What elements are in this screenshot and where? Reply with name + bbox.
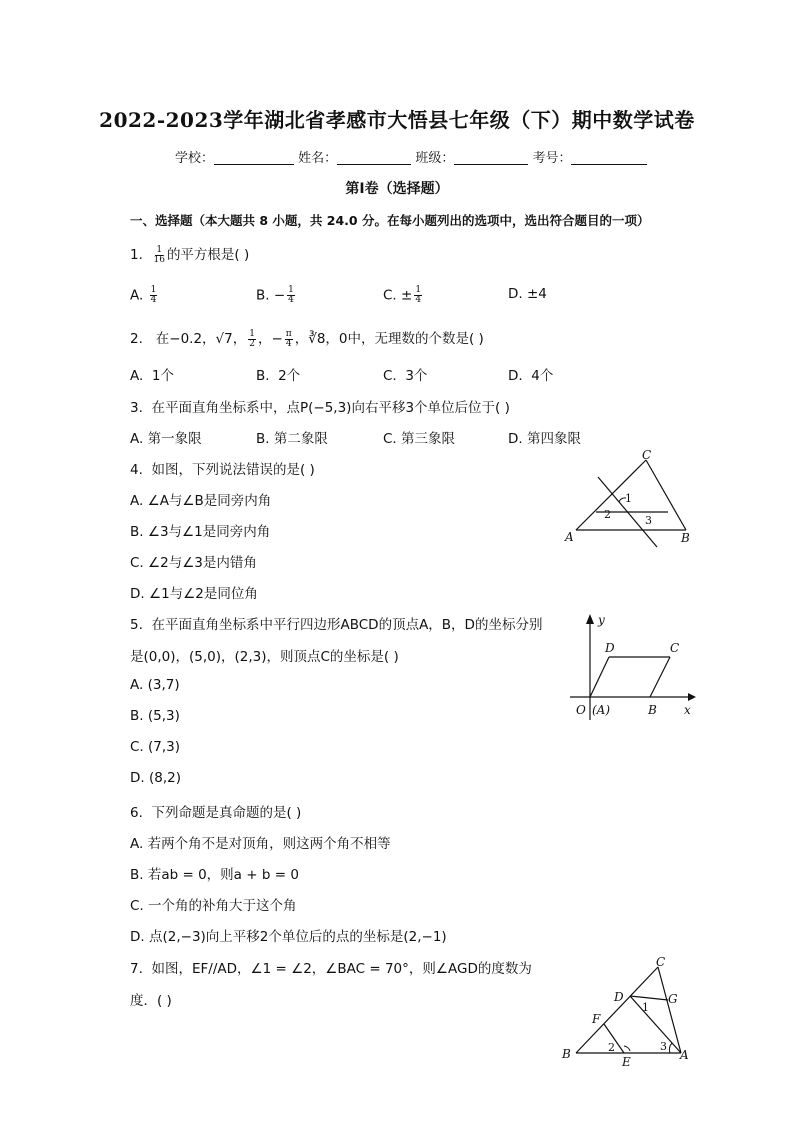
class-label: 班级： — [415, 151, 455, 166]
q4-option-d[interactable]: D. ∠1与∠2是同位角 — [130, 586, 258, 602]
question-number: 3. — [130, 400, 143, 416]
q4-option-a[interactable]: A. ∠A与∠B是同旁内角 — [130, 493, 272, 509]
school-blank[interactable] — [214, 151, 294, 165]
question-stem: 的平方根是( ) — [166, 247, 250, 263]
point-d-label: D — [614, 990, 624, 1004]
q5-parallelogram-figure — [562, 610, 702, 728]
q2-option-c[interactable]: C. 3个 — [383, 368, 428, 384]
q5-option-b[interactable]: B. (5,3) — [130, 708, 180, 724]
name-blank[interactable] — [337, 151, 411, 165]
q3-option-b[interactable]: B. 第二象限 — [256, 431, 328, 447]
angle-3-label: 3 — [660, 1040, 667, 1053]
angle-2-label: 2 — [604, 508, 611, 521]
vertex-b-label: B — [648, 703, 657, 717]
question-number: 1. — [130, 247, 143, 263]
q1-option-d[interactable]: D. ±4 — [508, 286, 547, 302]
q6-option-d[interactable]: D. 点(2,−3)向上平移2个单位后的点的坐标是(2,−1) — [130, 929, 447, 945]
q3-option-d[interactable]: D. 第四象限 — [508, 431, 581, 447]
fraction: $\frac{\pi}{4}$ — [285, 328, 292, 349]
exam-number-label: 考号： — [532, 151, 572, 166]
question-2: 2. 在−0.2，√7， $\frac{1}{2}$ ，− $\frac{\pi}{4}$ ，∛8，0中，无理数的个数是( ) — [130, 328, 484, 349]
vertex-a-label: A — [680, 1048, 689, 1062]
volume-heading: 第I卷（选择题） — [345, 181, 449, 197]
q4-option-c[interactable]: C. ∠2与∠3是内错角 — [130, 555, 257, 571]
q1-option-b[interactable]: B. − $\frac{1}{4}$ — [256, 285, 294, 305]
school-label: 学校： — [175, 151, 215, 166]
q7-triangle-figure — [558, 953, 698, 1071]
q2-option-a[interactable]: A. 1个 — [130, 368, 174, 384]
origin-label: O — [576, 703, 586, 717]
vertex-a-label: (A) — [592, 703, 611, 717]
question-6: 6. 下列命题是真命题的是( ) — [130, 805, 302, 821]
question-number: 4. — [130, 462, 143, 478]
angle-3-label: 3 — [645, 514, 652, 527]
question-number: 7. — [130, 961, 143, 977]
fraction: $\frac{1}{2}$ — [249, 328, 255, 349]
angle-2-label: 2 — [608, 1041, 615, 1054]
question-5-line2: 是(0,0)，(5,0)，(2,3)，则顶点C的坐标是( ) — [130, 649, 399, 665]
x-axis-label: x — [684, 703, 691, 717]
angle-1-label: 1 — [642, 1001, 649, 1014]
q1-option-c[interactable]: C. ± $\frac{1}{4}$ — [383, 285, 422, 305]
q4-triangle-figure — [560, 450, 700, 550]
q3-option-c[interactable]: C. 第三象限 — [383, 431, 456, 447]
question-number: 2. — [130, 331, 143, 347]
q5-option-d[interactable]: D. (8,2) — [130, 770, 181, 786]
vertex-c-label: C — [642, 450, 652, 462]
question-7-line2: 度．( ) — [130, 993, 172, 1009]
question-3: 3. 在平面直角坐标系中，点P(−5,3)向右平移3个单位后位于( ) — [130, 400, 510, 416]
q6-option-b[interactable]: B. 若ab = 0，则a + b = 0 — [130, 867, 299, 883]
vertex-d-label: D — [605, 641, 615, 655]
vertex-c-label: C — [656, 955, 666, 969]
class-blank[interactable] — [454, 151, 528, 165]
fraction: $\frac{1}{16}$ — [153, 244, 165, 265]
angle-1-label: 1 — [625, 492, 632, 505]
question-7: 7. 如图，EF//AD，∠1 = ∠2，∠BAC = 70°，则∠AGD的度数为 — [130, 961, 532, 977]
question-1 — [130, 243, 249, 265]
exam-title: 2022-2023学年湖北省孝感市大悟县七年级（下）期中数学试卷 — [99, 108, 695, 132]
q3-option-a[interactable]: A. 第一象限 — [130, 431, 202, 447]
q6-option-c[interactable]: C. 一个角的补角大于这个角 — [130, 898, 297, 914]
y-axis-label: y — [598, 613, 605, 627]
vertex-a-label: A — [565, 530, 574, 544]
name-label: 姓名： — [298, 151, 338, 166]
question-4: 4. 如图，下列说法错误的是( ) — [130, 462, 315, 478]
point-e-label: E — [622, 1055, 631, 1069]
q1-option-a[interactable]: A. $\frac{1}{4}$ — [130, 285, 157, 305]
point-g-label: G — [668, 992, 678, 1006]
q5-option-c[interactable]: C. (7,3) — [130, 739, 181, 755]
q5-option-a[interactable]: A. (3,7) — [130, 677, 180, 693]
q4-option-b[interactable]: B. ∠3与∠1是同旁内角 — [130, 524, 271, 540]
q6-option-a[interactable]: A. 若两个角不是对顶角，则这两个角不相等 — [130, 836, 391, 852]
q2-option-d[interactable]: D. 4个 — [508, 368, 554, 384]
question-number: 5. — [130, 617, 143, 633]
exam-number-blank[interactable] — [571, 151, 647, 165]
q2-option-b[interactable]: B. 2个 — [256, 368, 301, 384]
vertex-b-label: B — [681, 531, 690, 545]
vertex-b-label: B — [562, 1047, 571, 1061]
question-5: 5. 在平面直角坐标系中平行四边形ABCD的顶点A，B，D的坐标分别 — [130, 617, 543, 633]
vertex-c-label: C — [670, 641, 680, 655]
question-number: 6. — [130, 805, 143, 821]
point-f-label: F — [592, 1012, 601, 1026]
section-heading: 一、选择题（本大题共 8 小题，共 24.0 分。在每小题列出的选项中，选出符合题目的一项） — [130, 213, 650, 228]
student-info-line — [175, 147, 647, 166]
